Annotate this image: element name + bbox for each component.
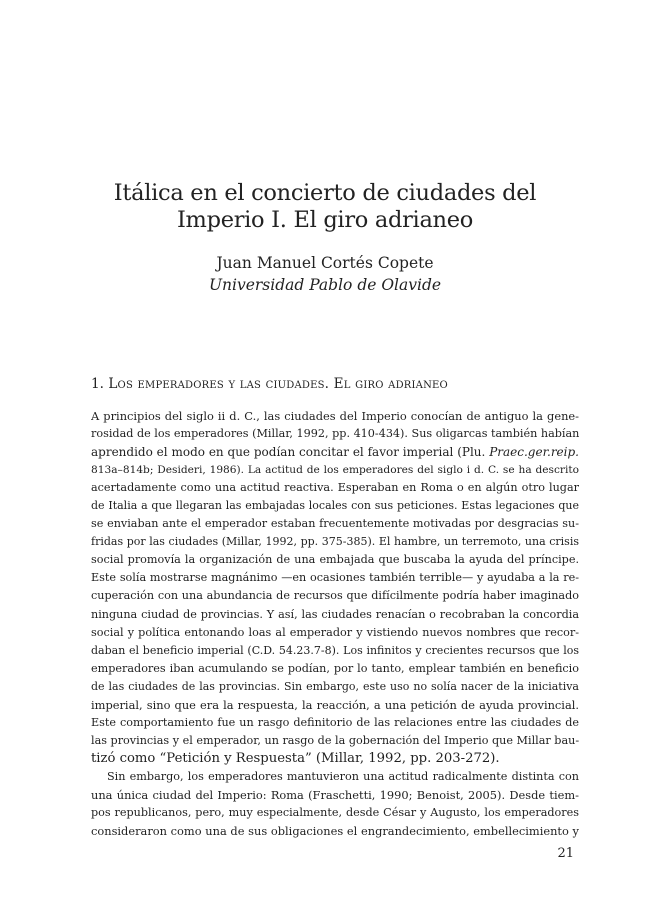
- text-line: imperial, sino que era la respuesta, la reacción, a una petición de ayuda provincial.: [91, 697, 579, 712]
- text-line: ninguna ciudad de provincias. Y así, las ciudades renacían o recobraban la concordia: [91, 607, 579, 621]
- page-number: 21: [557, 846, 574, 861]
- chapter-title-line-2: Imperio I. El giro adrianeo: [176, 207, 474, 233]
- text-line: daban el beneficio imperial (C.D. 54.23.7-8). Los infinitos y crecientes recursos que los: [91, 643, 579, 657]
- section-title: Los emperadores y las ciudades. El giro adrianeo: [108, 376, 448, 392]
- paragraph: [91, 407, 579, 768]
- text-line: pos republicanos, pero, muy especialmente, desde César y Augusto, los emperadores: [91, 806, 579, 820]
- text-line: social y política entonando loas al emperador y vistiendo nuevos nombres que recor-: [91, 625, 579, 639]
- text-line: de las ciudades de las provincias. Sin embargo, este uso no solía nacer de la iniciativa: [91, 679, 579, 693]
- section-number: 1.: [91, 376, 104, 392]
- text-line: Sin embargo, los emperadores mantuvieron una actitud radicalmente distinta con: [107, 769, 579, 783]
- text-line: se enviaban ante el emperador estaban frecuentemente motivadas por desgracias su-: [91, 517, 579, 531]
- text-line: rosidad de los emperadores (Millar, 1992, pp. 410-434). Sus oligarcas también habían: [91, 427, 579, 441]
- text-line: tizó como “Petición y Respuesta” (Millar, 1992, pp. 203-272).: [91, 750, 500, 766]
- chapter-title-line-1: Itálica en el concierto de ciudades del: [113, 180, 537, 206]
- body-text: [91, 407, 579, 840]
- text-line: consideraron como una de sus obligaciones el engrandecimiento, embellecimiento y: [91, 824, 579, 839]
- author-name: Juan Manuel Cortés Copete: [216, 254, 434, 272]
- text-line: fridas por las ciudades (Millar, 1992, pp. 375-385). El hambre, un terremoto, una crisis: [91, 535, 579, 549]
- text-line: 813a–814b; Desideri, 1986). La actitud de los emperadores del siglo i d. C. se ha descrito: [91, 464, 579, 477]
- text-line: aprendido el modo en que podían concitar el favor imperial (Plu. Praec.ger.reip.: [91, 445, 579, 460]
- text-line: una única ciudad del Imperio: Roma (Fraschetti, 1990; Benoist, 2005). Desde tiem-: [91, 787, 579, 802]
- text-line: cuperación con una abundancia de recursos que difícilmente podría haber imaginado: [91, 589, 579, 603]
- text-line: Este solía mostrarse magnánimo —en ocasiones también terrible— y ayudaba a la re-: [91, 571, 579, 585]
- text-line: las provincias y el emperador, un rasgo de la gobernación del Imperio que Millar bau-: [91, 733, 579, 747]
- work-title-italic: Praec.ger.reip.: [489, 445, 579, 460]
- author-affiliation: Universidad Pablo de Olavide: [208, 276, 442, 294]
- text-line: emperadores iban acumulando se podían, por lo tanto, emplear también en beneficio: [91, 661, 579, 675]
- text-line: social promovía la organización de una embajada que buscaba la ayuda del príncipe.: [91, 553, 579, 567]
- paragraph: [91, 768, 579, 840]
- section-heading: [91, 375, 571, 393]
- text-line: Este comportamiento fue un rasgo definitorio de las relaciones entre las ciudades de: [91, 715, 579, 729]
- chapter-title: [0, 180, 650, 234]
- text-line: A principios del siglo ii d. C., las ciudades del Imperio conocían de antiguo la gene-: [91, 409, 579, 423]
- text-line: de Italia a que llegaran las embajadas locales con sus peticiones. Estas legaciones que: [91, 499, 579, 513]
- text-line: acertadamente como una actitud reactiva. Esperaban en Roma o en algún otro lugar: [91, 481, 579, 495]
